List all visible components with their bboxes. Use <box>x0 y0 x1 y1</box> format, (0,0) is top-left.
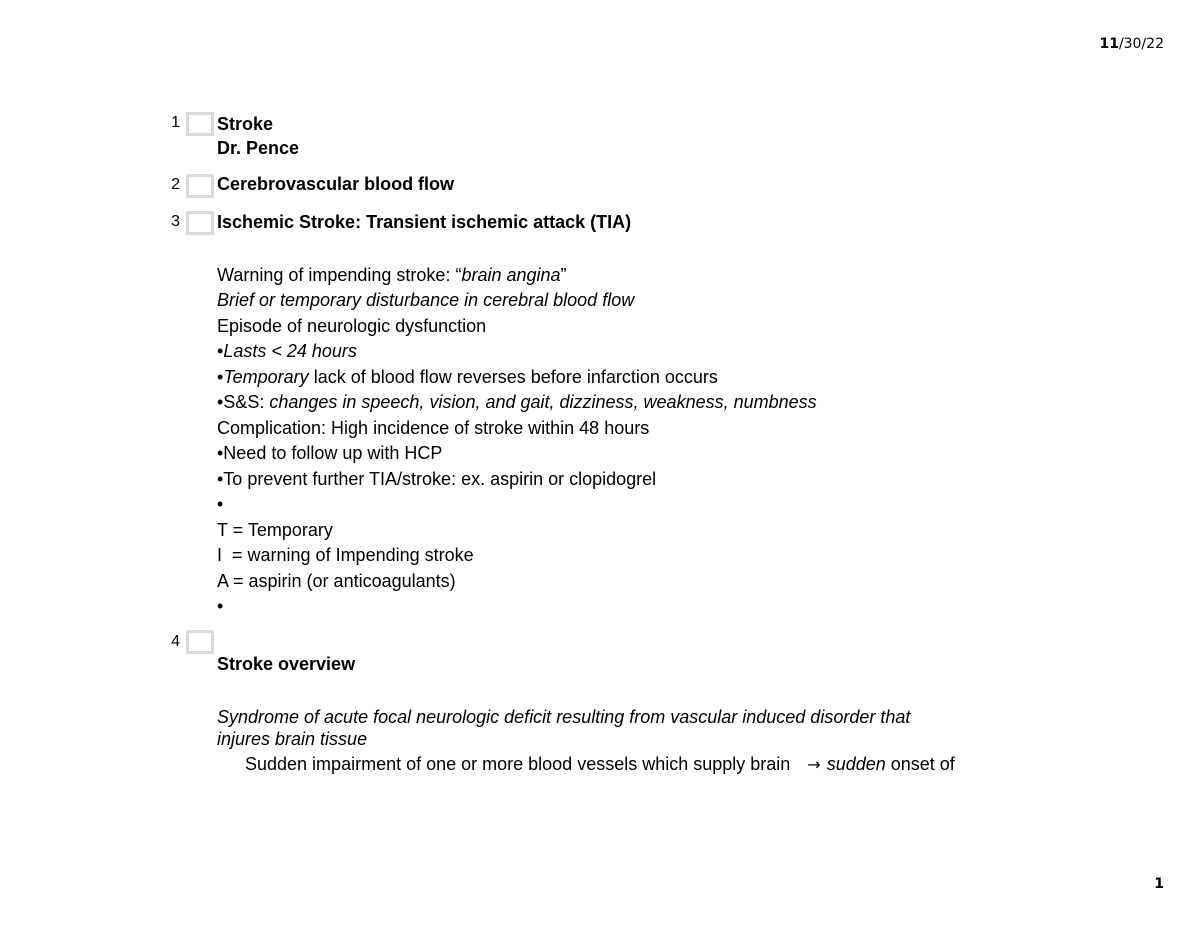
arrow-icon: → <box>807 755 821 774</box>
date-rest: /30/22 <box>1118 36 1164 52</box>
note-mnemonic-a: A = aspirin (or anticoagulants) <box>217 571 456 591</box>
note-signs-symptoms <box>217 391 817 413</box>
note-sudden <box>245 753 955 776</box>
slide-number-4: 4 <box>171 633 180 650</box>
note-warning-italic: brain angina <box>461 265 561 285</box>
slide-number-3: 3 <box>171 213 180 230</box>
note-sudden-suffix: onset of <box>885 754 955 774</box>
slide-thumbnail-3[interactable] <box>186 211 214 235</box>
note-syndrome-line1: Syndrome of acute focal neurologic deficit resulting from vascular induced disorder that <box>217 707 911 727</box>
slide-number-1: 1 <box>171 114 180 131</box>
note-mnemonic-t: T = Temporary <box>217 520 333 540</box>
slide-thumbnail-4[interactable] <box>186 630 214 654</box>
note-temporary-rest: lack of blood flow reverses before infarction occurs <box>308 367 718 387</box>
note-bullet-empty-1: • <box>217 494 224 514</box>
slide-title-1: Stroke <box>217 114 274 134</box>
note-temporary <box>217 366 718 388</box>
note-temporary-italic: Temporary <box>223 367 309 387</box>
note-sudden-prefix: Sudden impairment of one or more blood vessels which supply brain <box>245 754 791 774</box>
header-date <box>1060 36 1164 52</box>
note-lasts <box>217 340 357 362</box>
slide-number-2: 2 <box>171 176 180 193</box>
note-lasts-bullet: • <box>217 341 224 361</box>
note-episode: Episode of neurologic dysfunction <box>217 316 487 336</box>
slide-title-4: Stroke overview <box>217 654 356 674</box>
note-temporary-bullet: • <box>217 367 224 387</box>
note-warning-suffix: ” <box>560 265 567 285</box>
note-sudden-italic: sudden <box>826 754 886 774</box>
note-complication: Complication: High incidence of stroke within 48 hours <box>217 418 650 438</box>
note-follow-up: •Need to follow up with HCP <box>217 443 443 463</box>
page-number: 1 <box>1154 876 1164 892</box>
slide-title-2: Cerebrovascular blood flow <box>217 174 455 194</box>
slide-title-3: Ischemic Stroke: Transient ischemic attack (TIA) <box>217 212 632 232</box>
note-ss-italic: changes in speech, vision, and gait, dizziness, weakness, numbness <box>269 392 817 412</box>
slide-thumbnail-2[interactable] <box>186 174 214 198</box>
note-warning <box>217 264 567 286</box>
slide-thumbnail-1[interactable] <box>186 112 214 136</box>
note-warning-prefix: Warning of impending stroke: “ <box>217 265 462 285</box>
note-syndrome-line2: injures brain tissue <box>217 729 368 749</box>
note-ss-prefix: •S&S: <box>217 392 270 412</box>
note-brief: Brief or temporary disturbance in cerebral blood flow <box>217 290 635 310</box>
note-mnemonic-i: I = warning of Impending stroke <box>217 545 474 565</box>
note-prevent: •To prevent further TIA/stroke: ex. aspirin or clopidogrel <box>217 469 657 489</box>
slide-subtitle-1: Dr. Pence <box>217 138 300 158</box>
note-bullet-empty-2: • <box>217 596 224 616</box>
date-month: 11 <box>1099 36 1119 52</box>
note-lasts-text: Lasts < 24 hours <box>223 341 357 361</box>
